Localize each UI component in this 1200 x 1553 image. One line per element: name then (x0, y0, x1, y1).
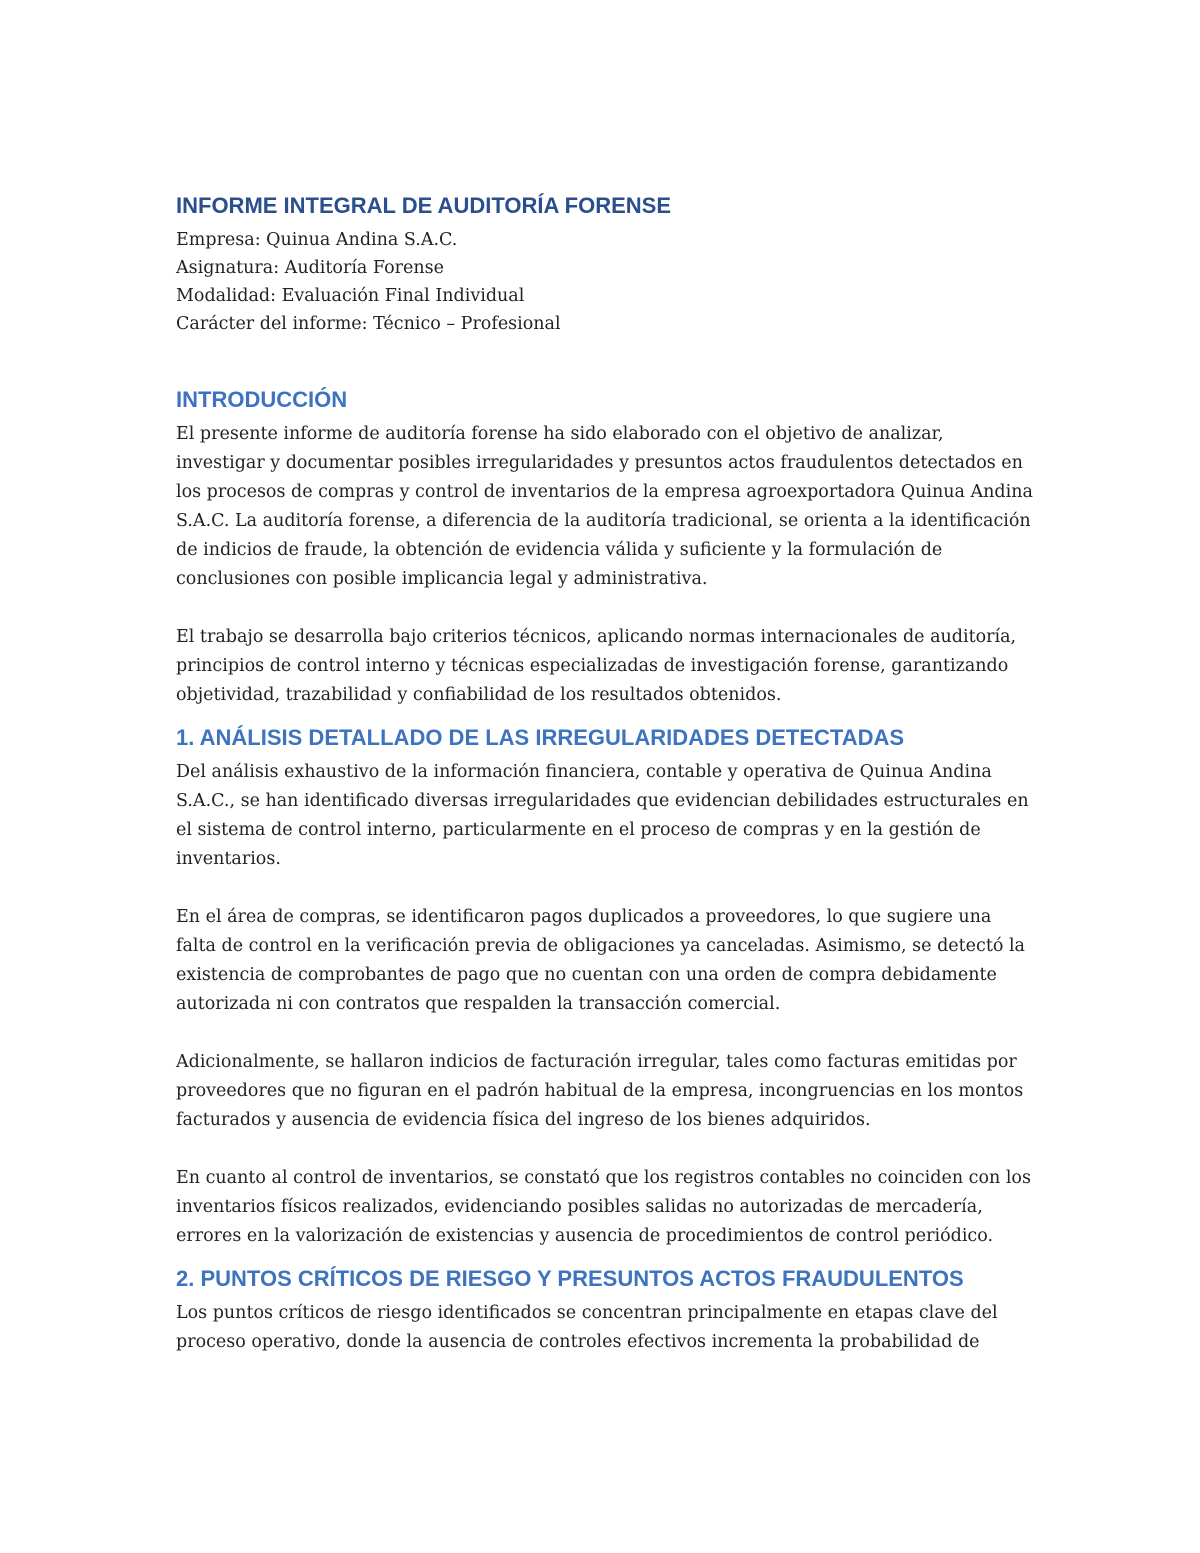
document-meta (176, 226, 1036, 338)
document-content (176, 190, 1036, 1357)
meta-company: Empresa: Quinua Andina S.A.C. (176, 230, 458, 250)
document-title: INFORME INTEGRAL DE AUDITORÍA FORENSE (176, 193, 672, 218)
section-1-heading: 1. ANÁLISIS DETALLADO DE LAS IRREGULARIDADES DETECTADAS (176, 725, 905, 750)
section-2-heading: 2. PUNTOS CRÍTICOS DE RIESGO Y PRESUNTOS ACTOS FRAUDULENTOS (176, 1266, 964, 1291)
meta-modality: Modalidad: Evaluación Final Individual (176, 286, 525, 306)
section-1-paragraph-4: En cuanto al control de inventarios, se constató que los registros contables no coinciden con los inventarios físicos realizados, evidenciando posibles salidas no autorizadas de mercadería, errores en la valorización de existencias y ausencia de procedimientos de control periódico. (176, 1168, 1031, 1246)
section-1-body (176, 758, 1036, 1251)
section-2-body (176, 1299, 1036, 1357)
section-2 (176, 1263, 1036, 1357)
introduction-section (176, 384, 1036, 710)
meta-subject: Asignatura: Auditoría Forense (176, 258, 444, 278)
introduction-heading: INTRODUCCIÓN (176, 387, 348, 412)
meta-report-type: Carácter del informe: Técnico – Profesional (176, 314, 561, 334)
section-2-paragraph-1: Los puntos críticos de riesgo identificados se concentran principalmente en etapas clave del proceso operativo, donde la ausencia de controles efectivos incrementa la probabilidad de (176, 1303, 998, 1352)
section-1-paragraph-1: Del análisis exhaustivo de la información financiera, contable y operativa de Quinua Andina S.A.C., se han identificado diversas irregularidades que evidencian debilidades estructurales en el sistema de control interno, particularmente en el proceso de compras y en la gestión de inventarios. (176, 762, 1029, 869)
introduction-paragraph-2: El trabajo se desarrolla bajo criterios técnicos, aplicando normas internacionales de auditoría, principios de control interno y técnicas especializadas de investigación forense, garantizando objetividad, trazabilidad y confiabilidad de los resultados obtenidos. (176, 627, 1017, 705)
introduction-paragraph-1: El presente informe de auditoría forense ha sido elaborado con el objetivo de analizar, investigar y documentar posibles irregularidades y presuntos actos fraudulentos detectados en los procesos de compras y control de inventarios de la empresa agroexportadora Quinua Andina S.A.C. La auditoría forense, a diferencia de la auditoría tradicional, se orienta a la identificación de indicios de fraude, la obtención de evidencia válida y suficiente y la formulación de conclusiones con posible implicancia legal y administrativa. (176, 424, 1033, 589)
section-1-paragraph-3: Adicionalmente, se hallaron indicios de facturación irregular, tales como facturas emitidas por proveedores que no figuran en el padrón habitual de la empresa, incongruencias en los montos facturados y ausencia de evidencia física del ingreso de los bienes adquiridos. (176, 1052, 1024, 1130)
section-1 (176, 722, 1036, 1251)
introduction-body (176, 420, 1036, 710)
section-1-paragraph-2: En el área de compras, se identificaron pagos duplicados a proveedores, lo que sugiere una falta de control en la verificación previa de obligaciones ya canceladas. Asimismo, se detectó la existencia de comprobantes de pago que no cuentan con una orden de compra debidamente autorizada ni con contratos que respalden la transacción comercial. (176, 907, 1025, 1014)
